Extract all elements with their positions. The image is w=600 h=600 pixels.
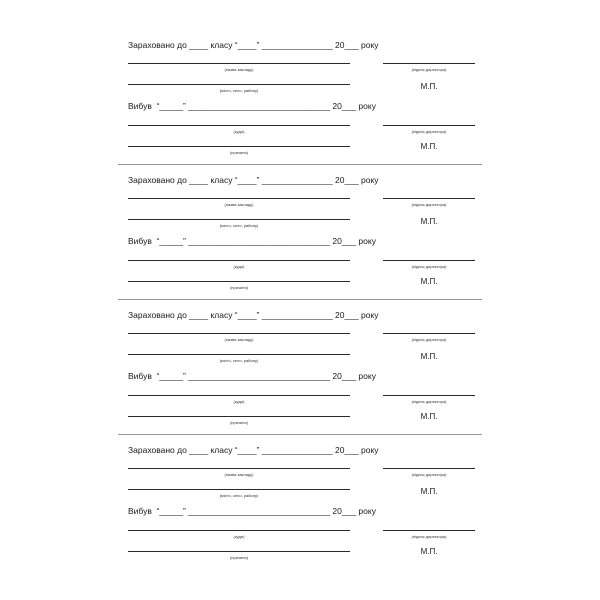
director-signature-caption: (підпис директора) bbox=[411, 534, 447, 539]
director-signature-caption: (підпис директора) bbox=[411, 472, 447, 477]
enrolled-line-text: Зараховано до ____ класу “____” _______________ 20___ року bbox=[128, 445, 379, 455]
reason-line bbox=[128, 551, 350, 552]
enrolled-line-text: Зараховано до ____ класу “____” _______________ 20___ року bbox=[128, 310, 379, 320]
stamp-label: М.П. bbox=[420, 142, 438, 151]
enrolled-line-text: Зараховано до ____ класу “____” _______________ 20___ року bbox=[128, 175, 379, 185]
director-signature-caption: (підпис директора) bbox=[411, 264, 447, 269]
stamp-label: М.П. bbox=[420, 352, 438, 361]
left-line-text: Вибув “_____” ______________________________ 20___ року bbox=[128, 506, 376, 516]
left-line-text: Вибув “_____” ______________________________ 20___ року bbox=[128, 371, 376, 381]
destination-line bbox=[128, 260, 350, 261]
destination-line bbox=[128, 125, 350, 126]
school-name-line bbox=[128, 198, 350, 199]
director-signature-caption: (підпис директора) bbox=[411, 399, 447, 404]
director-signature-line bbox=[383, 260, 475, 261]
destination-caption: (куди) bbox=[233, 399, 245, 404]
location-caption: (місто, село, району) bbox=[219, 223, 259, 228]
record-block bbox=[0, 135, 600, 290]
destination-line bbox=[128, 395, 350, 396]
director-signature-caption: (підпис директора) bbox=[411, 129, 447, 134]
director-signature-caption: (підпис директора) bbox=[411, 202, 447, 207]
location-line bbox=[128, 84, 350, 85]
location-caption: (місто, село, району) bbox=[219, 88, 259, 93]
school-name-caption: (назва закладу) bbox=[224, 202, 254, 207]
director-signature-line bbox=[383, 198, 475, 199]
school-name-caption: (назва закладу) bbox=[224, 472, 254, 477]
reason-caption: (причини) bbox=[229, 420, 249, 425]
location-line bbox=[128, 489, 350, 490]
reason-caption: (причини) bbox=[229, 555, 249, 560]
director-signature-line bbox=[383, 530, 475, 531]
school-name-line bbox=[128, 63, 350, 64]
school-name-line bbox=[128, 468, 350, 469]
stamp-label: М.П. bbox=[420, 487, 438, 496]
record-block bbox=[0, 0, 600, 155]
left-line-text: Вибув “_____” ______________________________ 20___ року bbox=[128, 101, 376, 111]
stamp-label: М.П. bbox=[420, 217, 438, 226]
destination-caption: (куди) bbox=[233, 129, 245, 134]
director-signature-caption: (підпис директора) bbox=[411, 67, 447, 72]
left-line-text: Вибув “_____” ______________________________ 20___ року bbox=[128, 236, 376, 246]
location-line bbox=[128, 219, 350, 220]
stamp-label: М.П. bbox=[420, 412, 438, 421]
record-block bbox=[0, 270, 600, 425]
director-signature-line bbox=[383, 468, 475, 469]
school-name-line bbox=[128, 333, 350, 334]
stamp-label: М.П. bbox=[420, 82, 438, 91]
director-signature-line bbox=[383, 395, 475, 396]
enrolled-line-text: Зараховано до ____ класу “____” _______________ 20___ року bbox=[128, 40, 379, 50]
location-line bbox=[128, 354, 350, 355]
stamp-label: М.П. bbox=[420, 547, 438, 556]
destination-caption: (куди) bbox=[233, 264, 245, 269]
record-block bbox=[0, 405, 600, 560]
director-signature-line bbox=[383, 63, 475, 64]
reason-caption: (причини) bbox=[229, 150, 249, 155]
school-name-caption: (назва закладу) bbox=[224, 337, 254, 342]
destination-caption: (куди) bbox=[233, 534, 245, 539]
location-caption: (місто, село, району) bbox=[219, 493, 259, 498]
director-signature-line bbox=[383, 333, 475, 334]
school-name-caption: (назва закладу) bbox=[224, 67, 254, 72]
location-caption: (місто, село, району) bbox=[219, 358, 259, 363]
reason-caption: (причини) bbox=[229, 285, 249, 290]
stamp-label: М.П. bbox=[420, 277, 438, 286]
director-signature-caption: (підпис директора) bbox=[411, 337, 447, 342]
destination-line bbox=[128, 530, 350, 531]
director-signature-line bbox=[383, 125, 475, 126]
